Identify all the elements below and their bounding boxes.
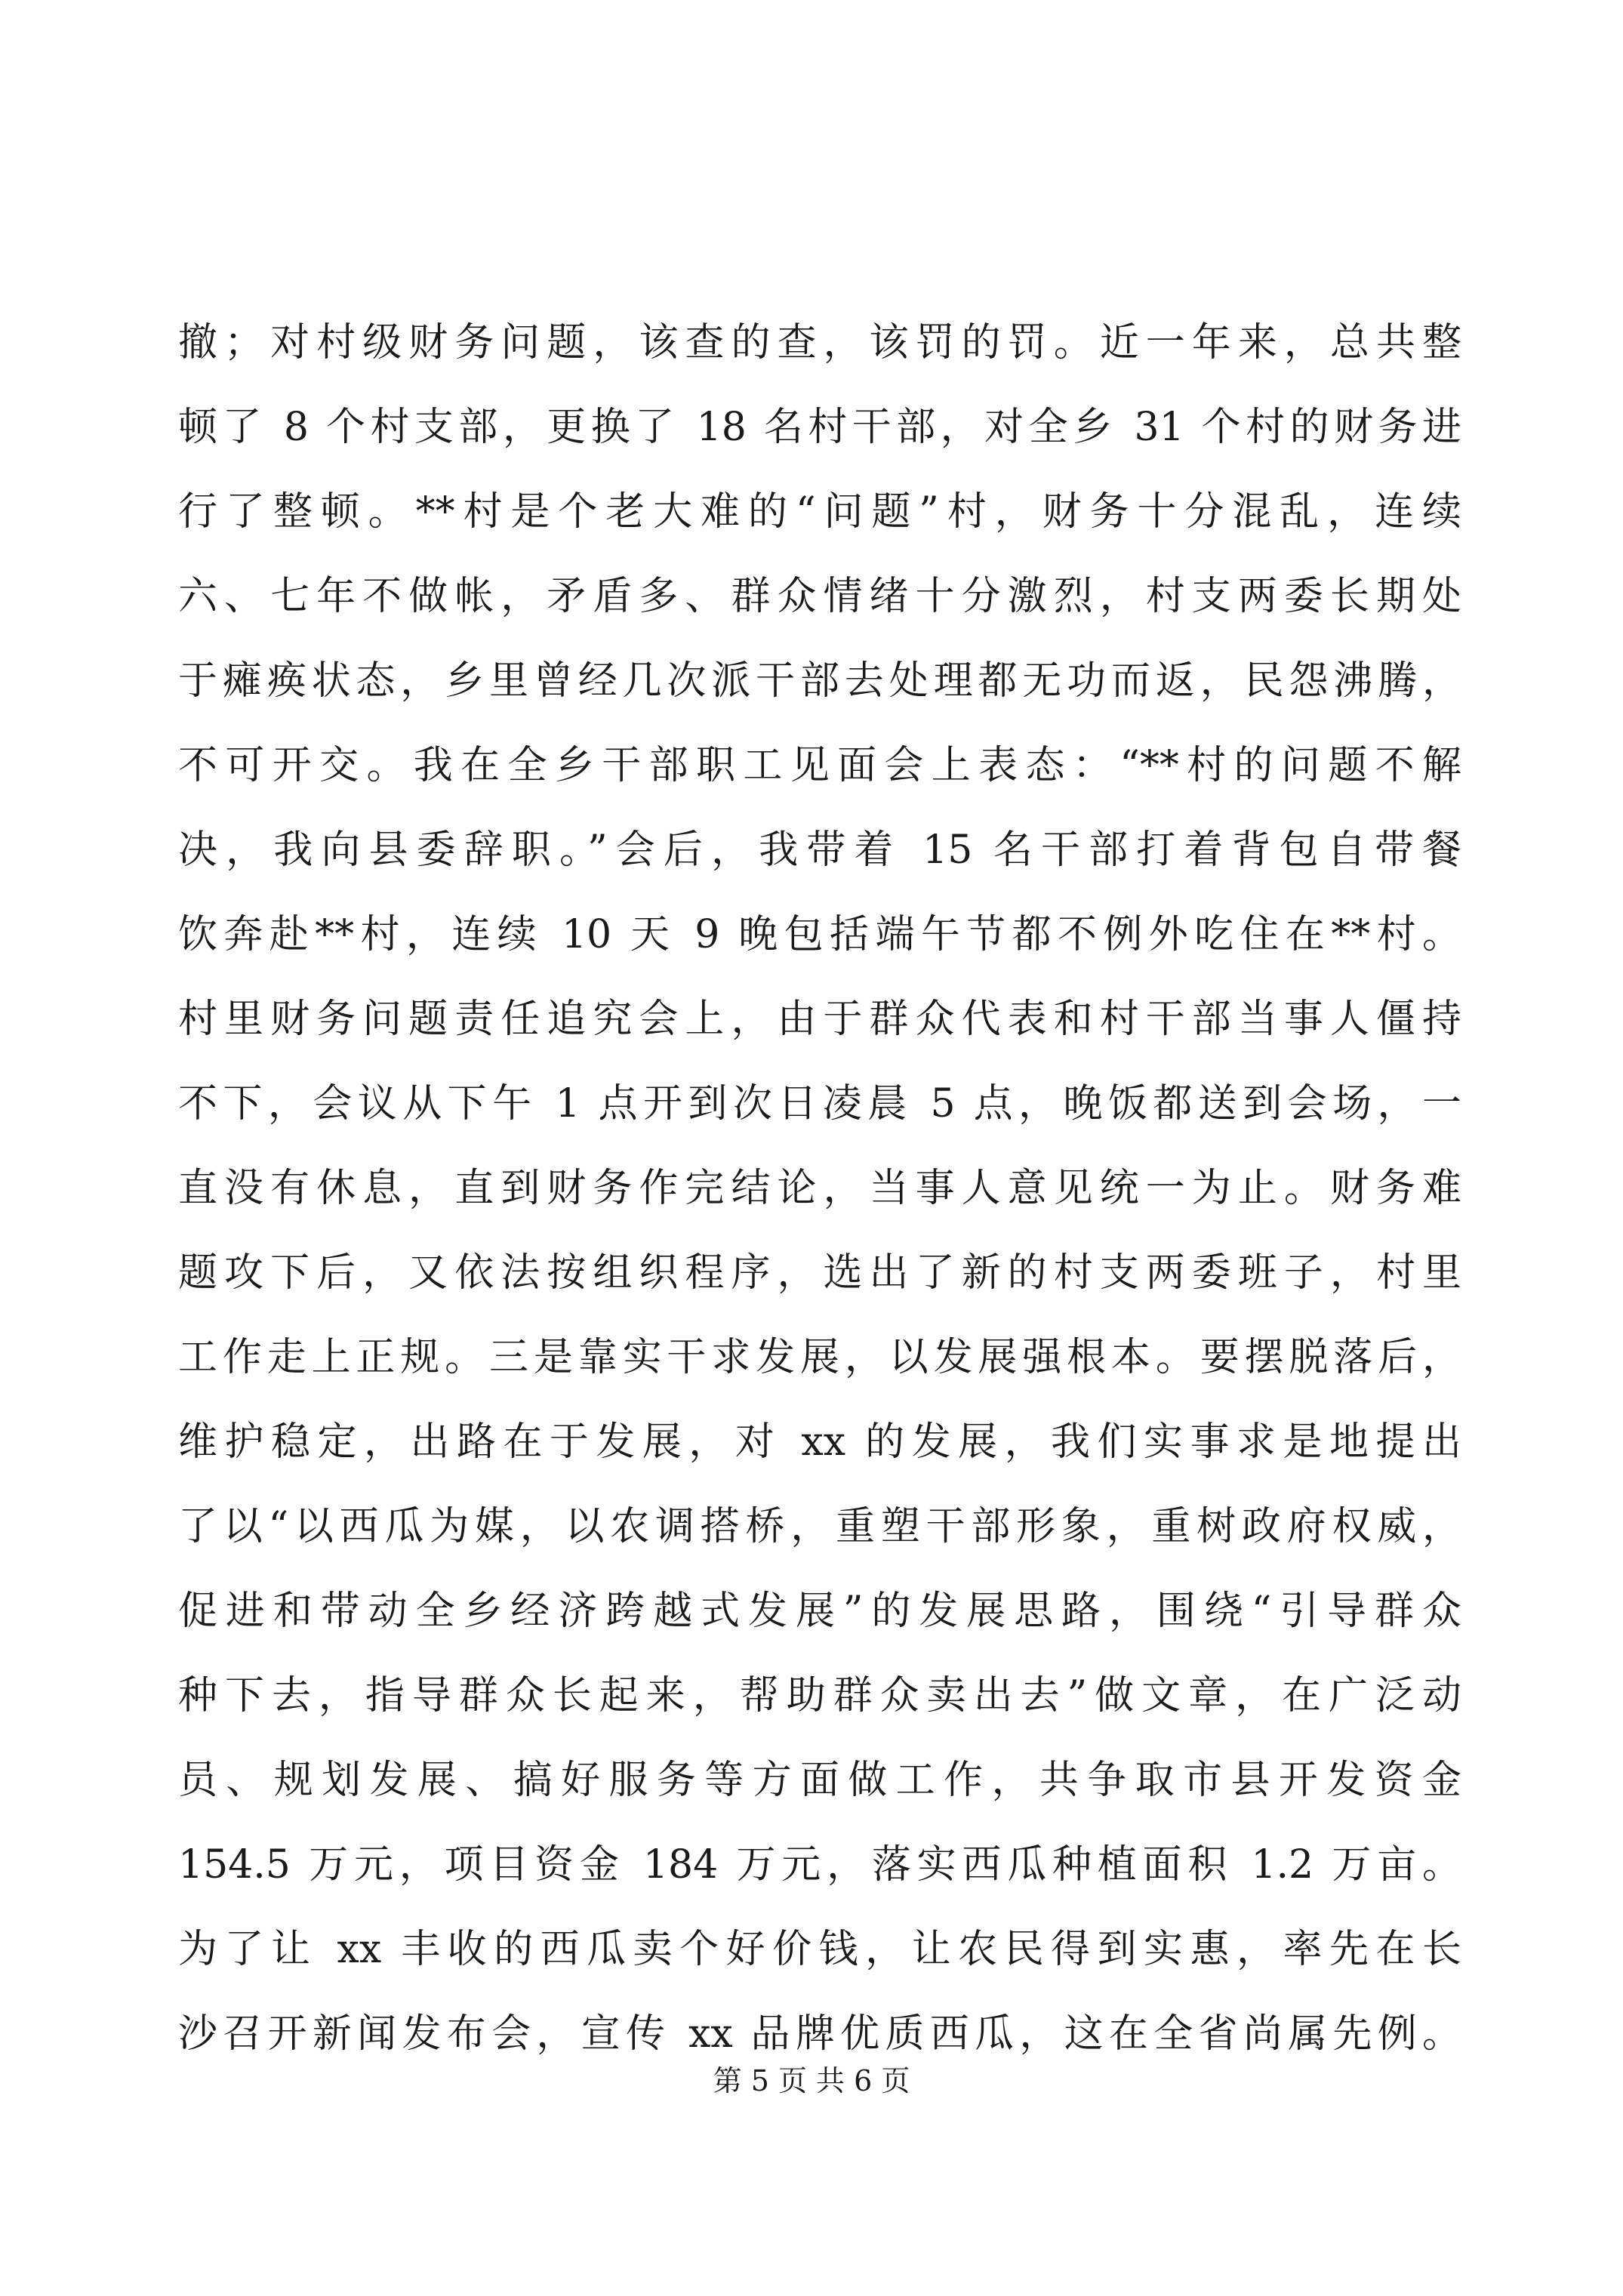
text-line: 村里财务问题责任追究会上，由于群众代表和村干部当事人僵持	[178, 997, 1461, 1042]
text-line: 为了让 xx 丰收的西瓜卖个好价钱，让农民得到实惠，率先在长	[178, 1927, 1461, 1972]
text-line: 沙召开新闻发布会，宣传 xx 品牌优质西瓜，这在全省尚属先例。	[178, 2011, 1461, 2057]
text-line: 不下，会议从下午 1 点开到次日凌晨 5 点，晚饭都送到会场，一	[178, 1081, 1461, 1126]
text-line: 行了整顿。**村是个老大难的“问题”村，财务十分混乱，连续	[178, 489, 1461, 535]
page-footer	[0, 2062, 1623, 2100]
text-line: 六、七年不做帐，矛盾多、群众情绪十分激烈，村支两委长期处	[178, 574, 1461, 619]
text-line: 促进和带动全乡经济跨越式发展”的发展思路，围绕“引导群众	[178, 1589, 1461, 1634]
text-line: 题攻下后，又依法按组织程序，选出了新的村支两委班子，村里	[178, 1250, 1461, 1296]
text-line: 直没有休息，直到财务作完结论，当事人意见统一为止。财务难	[178, 1166, 1461, 1211]
text-line: 于瘫痪状态，乡里曾经几次派干部去处理都无功而返，民怨沸腾，	[178, 658, 1461, 704]
page-number: 第 5 页 共 6 页	[713, 2064, 910, 2097]
text-line: 员、规划发展、搞好服务等方面做工作，共争取市县开发资金	[178, 1758, 1461, 1803]
text-line: 撤；对村级财务问题，该查的查，该罚的罚。近一年来，总共整	[178, 320, 1461, 365]
text-line: 决，我向县委辞职。”会后，我带着 15 名干部打着背包自带餐	[178, 827, 1461, 873]
text-line: 了以“以西瓜为媒，以农调搭桥，重塑干部形象，重树政府权威，	[178, 1504, 1461, 1549]
text-line: 工作走上正规。三是靠实干求发展，以发展强根本。要摆脱落后，	[178, 1335, 1461, 1380]
text-line: 不可开交。我在全乡干部职工见面会上表态：“**村的问题不解	[178, 743, 1461, 788]
body-text	[178, 300, 1461, 2076]
text-line: 维护稳定，出路在于发展，对 xx 的发展，我们实事求是地提出	[178, 1419, 1461, 1465]
text-line: 饮奔赴**村，连续 10 天 9 晚包括端午节都不例外吃住在**村。	[178, 912, 1461, 957]
text-line: 种下去，指导群众长起来，帮助群众卖出去”做文章，在广泛动	[178, 1673, 1461, 1718]
text-line: 顿了 8 个村支部，更换了 18 名村干部，对全乡 31 个村的财务进	[178, 405, 1461, 450]
text-line: 154.5 万元，项目资金 184 万元，落实西瓜种植面积 1.2 万亩。	[178, 1842, 1461, 1888]
